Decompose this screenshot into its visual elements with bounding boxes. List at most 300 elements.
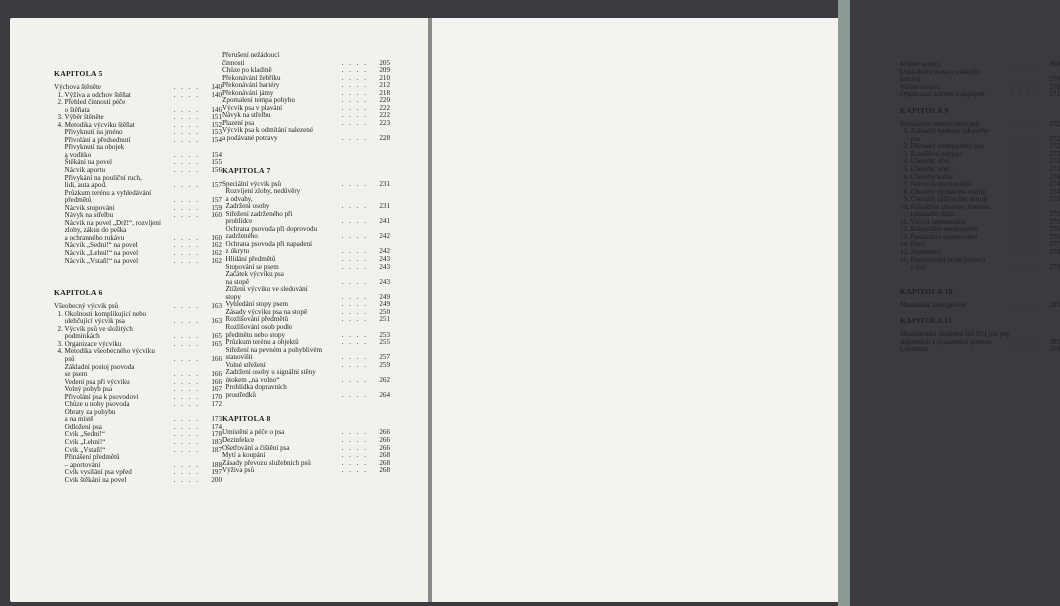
dot-leader: . . . .	[173, 158, 200, 167]
toc-entry-title: Vedení psa při výcviku	[54, 377, 130, 386]
page-number: 220	[379, 96, 390, 105]
page-number: 268	[379, 451, 390, 460]
toc-entry	[900, 346, 1060, 354]
page-number: 159	[211, 203, 222, 212]
page-number: 274	[1049, 172, 1060, 181]
toc-entry-title: Zadržení osoby u signální stěny	[222, 368, 316, 377]
page-number: 165	[211, 339, 222, 348]
dot-leader: . . . .	[1011, 90, 1038, 99]
spacer	[900, 272, 1060, 288]
dot-leader: . . . .	[341, 262, 368, 271]
dot-leader: . . . .	[341, 338, 368, 347]
spacer	[54, 265, 222, 281]
dot-leader: . . . .	[341, 458, 368, 467]
page-number: 210	[379, 73, 390, 82]
page-number: 270	[1049, 82, 1060, 91]
dot-leader: . . . .	[173, 150, 200, 159]
dot-leader: . . . .	[341, 58, 368, 67]
toc-entry-title: prostředků	[222, 390, 256, 399]
dot-leader: . . . .	[173, 113, 200, 122]
toc-entry-title: stopy	[222, 292, 241, 301]
dot-leader: . . . .	[1011, 180, 1038, 189]
page-number: 271	[1049, 90, 1060, 99]
toc-entry-title: 4. Choroby oční	[900, 157, 950, 166]
toc-entry-title: Plazení psa	[222, 118, 255, 127]
page-number: 157	[211, 181, 222, 190]
dot-leader: . . . .	[341, 255, 368, 264]
toc-entry-title: Cvik „Lehni!“	[54, 437, 106, 446]
page-number: 274	[1049, 180, 1060, 189]
dot-leader: . . . .	[173, 120, 200, 129]
toc-entry-title: Zásady převozu služebních psů	[222, 458, 311, 467]
dot-leader: . . . .	[1011, 225, 1038, 234]
dot-leader: . . . .	[341, 360, 368, 369]
toc-entry-title: 4. Metodika výcviku štěňat	[54, 120, 135, 129]
dot-leader: . . . .	[1011, 60, 1038, 68]
page-number: 153	[211, 128, 222, 137]
dot-leader: . . . .	[341, 88, 368, 97]
toc-entry-title: Rozlišování osob podle	[222, 322, 293, 331]
dot-leader: . . . .	[173, 437, 200, 446]
dot-leader: . . . .	[1011, 300, 1038, 309]
dot-leader: . . . .	[173, 256, 200, 265]
dot-leader: . . . .	[341, 277, 368, 286]
dot-leader: . . . .	[173, 128, 200, 137]
toc-entry-title: Začátek výcviku psa	[222, 270, 284, 279]
toc-entry-title: Průzkum terénu a objektů	[222, 338, 299, 347]
page-number: 188	[211, 460, 222, 469]
toc-entry-title: Materiální zabezpečení	[900, 300, 966, 309]
toc-entry-title: Mezinárodní zkušební řád FCI pro psy	[900, 330, 1010, 339]
dot-leader: . . . .	[173, 415, 200, 424]
toc-entry-title: Základní postoj psovoda	[54, 362, 135, 371]
page-number: 167	[211, 385, 222, 394]
toc-entry	[54, 477, 222, 485]
dot-leader: . . . .	[341, 217, 368, 226]
page-number: 285	[1049, 337, 1060, 346]
toc-entry	[222, 467, 390, 475]
toc-entry-title: Cvik štěkání na povel	[54, 475, 127, 484]
page-number: 276	[1049, 232, 1060, 241]
page-number: 163	[211, 317, 222, 326]
page-number: 319	[1049, 345, 1060, 354]
page-number: 200	[211, 475, 222, 484]
page-number: 270	[1049, 75, 1060, 84]
dot-leader: . . . .	[173, 203, 200, 212]
chapter-heading: KAPITOLA 11	[900, 316, 953, 326]
toc-entry-title: Prohlídka dopravních	[222, 383, 287, 392]
dot-leader: . . . .	[1011, 240, 1038, 249]
page-number: 273	[1049, 157, 1060, 166]
toc-entry-title: psů	[54, 354, 75, 363]
toc-entry-title: inkubační doba	[900, 210, 955, 219]
page-number: 231	[379, 202, 390, 211]
toc-entry-title: u psů	[900, 263, 926, 272]
dot-leader: . . . .	[173, 166, 200, 175]
page-number: 197	[211, 468, 222, 477]
toc-entry-title: Hlídání předmětů	[222, 255, 276, 264]
toc-entry-title: Přivyknutí na jméno	[54, 128, 123, 137]
dot-leader: . . . .	[341, 375, 368, 384]
dot-leader: . . . .	[341, 103, 368, 112]
dot-leader: . . . .	[341, 315, 368, 324]
page-number: 262	[379, 375, 390, 384]
toc-entry-title: a ochranného rukávu	[54, 233, 125, 242]
page-number: 163	[211, 302, 222, 311]
page-number: 157	[211, 196, 222, 205]
dot-leader: . . . .	[341, 443, 368, 452]
toc-entry-title: Rozvíjení zloby, nedůvěry	[222, 187, 301, 196]
dot-leader: . . . .	[173, 241, 200, 250]
toc-entry	[900, 302, 1060, 310]
toc-entry-title: útokem „na volno“	[222, 375, 280, 384]
toc-entry-title: stanovišti	[222, 353, 253, 362]
page-number: 166	[211, 377, 222, 386]
dot-leader: . . . .	[173, 83, 200, 91]
toc-entry-title: Všeobecný výcvik psů	[54, 302, 119, 311]
page-number: 151	[211, 113, 222, 122]
page-number: 187	[211, 445, 222, 454]
toc-entry-title: 10. Nakažlivé choroby, imunita,	[900, 202, 991, 211]
page-number: 275	[1049, 217, 1060, 226]
left-page	[10, 18, 428, 602]
dot-leader: . . . .	[1011, 134, 1038, 143]
toc-column-3	[900, 61, 1060, 354]
toc-entry-title: Výcvik psa v plavání	[222, 103, 283, 112]
dot-leader: . . . .	[173, 354, 200, 363]
dot-leader: . . . .	[341, 96, 368, 105]
dot-leader: . . . .	[341, 451, 368, 460]
dot-leader: . . . .	[341, 330, 368, 339]
dot-leader: . . . .	[1011, 157, 1038, 166]
dot-leader: . . . .	[1011, 217, 1038, 226]
toc-entry-title: se psem	[54, 370, 88, 379]
page-number: 243	[379, 277, 390, 286]
dot-leader: . . . .	[341, 247, 368, 256]
dot-leader: . . . .	[341, 232, 368, 241]
page-number: 218	[379, 88, 390, 97]
toc-entry-title: Mytí a koupání	[222, 451, 266, 460]
toc-entry-title: 11. Virová onemocnění	[900, 217, 966, 226]
page-number: 166	[211, 370, 222, 379]
page-number: 273	[1049, 165, 1060, 174]
dot-leader: . . . .	[1011, 248, 1038, 257]
toc-entry-title: Volné střežení	[222, 360, 266, 369]
page-number: 209	[379, 66, 390, 75]
toc-entry	[900, 91, 1060, 99]
page-number: 140	[211, 90, 222, 99]
toc-entry-title: Stopování se psem	[222, 262, 279, 271]
page-number: 255	[379, 338, 390, 347]
chapter-heading: KAPITOLA 9	[900, 105, 949, 115]
toc-entry-title: Vaření krmiva	[900, 82, 941, 91]
toc-entry-title: Krmné normy	[900, 60, 940, 68]
toc-entry-title: o štěňata	[54, 105, 90, 114]
toc-entry-title: Přivyknutí na obojek	[54, 143, 125, 152]
toc-column-1	[54, 70, 222, 484]
dot-leader: . . . .	[173, 422, 200, 431]
page-number: 156	[211, 166, 222, 175]
dot-leader: . . . .	[1011, 82, 1038, 91]
dot-leader: . . . .	[1011, 345, 1038, 354]
toc-entry-title: a vodítko	[54, 150, 92, 159]
page-number: 269	[1049, 60, 1060, 68]
page-number: 272	[1049, 142, 1060, 151]
toc-column-2	[222, 52, 390, 475]
toc-entry-title: Návyk na střelbu	[222, 111, 271, 120]
toc-entry-title: 2. Výcvik psů ve složitých	[54, 324, 133, 333]
toc-entry-title: 15. Zlomeniny	[900, 248, 942, 257]
toc-entry-title: Návyk na střelbu	[54, 211, 114, 220]
page-number: 162	[211, 256, 222, 265]
right-page	[432, 18, 1060, 602]
toc-entry-title: 1. Výživa a odchov štěňat	[54, 90, 131, 99]
dot-leader: . . . .	[341, 300, 368, 309]
dot-leader: . . . .	[1011, 172, 1038, 181]
dot-leader: . . . .	[341, 66, 368, 75]
dot-leader: . . . .	[1011, 149, 1038, 158]
toc-entry-title: 14. Rány	[900, 240, 926, 249]
dot-leader: . . . .	[341, 111, 368, 120]
toc-entry	[54, 258, 222, 266]
chapter-heading: KAPITOLA 5	[54, 69, 103, 78]
toc-entry-title: služebních a pracovních plemen	[900, 337, 992, 346]
dot-leader: . . . .	[341, 118, 368, 127]
page-number: 231	[379, 179, 390, 188]
dot-leader: . . . .	[341, 428, 368, 437]
dot-leader: . . . .	[341, 73, 368, 82]
page-number: 249	[379, 300, 390, 309]
toc-entry-title: Přivolání a předsednutí	[54, 135, 131, 144]
toc-entry-title: Ošetřování a čištění psa	[222, 443, 290, 452]
book-cover-edge	[838, 0, 850, 606]
page-number: 242	[379, 247, 390, 256]
toc-entry-title: činnosti	[222, 58, 245, 67]
dot-leader: . . . .	[173, 468, 200, 477]
toc-entry-title: Štěkání na povel	[54, 158, 112, 167]
toc-entry-title: a odvahy,	[222, 194, 253, 203]
page-number: 279	[1049, 263, 1060, 272]
toc-entry-title: Cvik „Sedni!“	[54, 430, 106, 439]
toc-entry-title: na stopě	[222, 277, 249, 286]
page-number: 266	[379, 443, 390, 452]
toc-entry-title: Přinášení předmětů	[54, 453, 120, 462]
page-number: 160	[211, 233, 222, 242]
dot-leader: . . . .	[1011, 337, 1038, 346]
page-number: 222	[379, 103, 390, 112]
toc-entry-title: z úkrytu	[222, 247, 249, 256]
page-number: 154	[211, 135, 222, 144]
toc-entry	[222, 392, 390, 400]
page-number: 155	[211, 158, 222, 167]
dot-leader: . . . .	[173, 370, 200, 379]
spacer	[222, 399, 390, 415]
dot-leader: . . . .	[173, 445, 200, 454]
chapter-heading: KAPITOLA 8	[222, 414, 271, 424]
page-number: 241	[379, 217, 390, 226]
toc-entry	[222, 135, 390, 143]
page-number: 172	[211, 400, 222, 409]
dot-leader: . . . .	[173, 233, 200, 242]
dot-leader: . . . .	[173, 400, 200, 409]
toc-entry-title: Umístění a péče o psa	[222, 428, 285, 437]
toc-entry-title: 6. Choroby kožní	[900, 172, 954, 181]
dot-leader: . . . .	[1011, 119, 1038, 128]
dot-leader: . . . .	[173, 385, 200, 394]
page-number: 268	[379, 458, 390, 467]
toc-entry-title: předmětů	[54, 196, 92, 205]
toc-entry-title: Zadržení osoby	[222, 202, 270, 211]
toc-entry-title: Střežení zadrženého při	[222, 209, 293, 218]
page-number: 228	[379, 134, 390, 143]
toc-entry-title: Nácvik stopování	[54, 203, 115, 212]
toc-entry-title: Výchova štěněte	[54, 83, 102, 91]
dot-leader: . . . .	[1011, 75, 1038, 84]
page-number: 275	[1049, 210, 1060, 219]
dot-leader: . . . .	[173, 211, 200, 220]
toc-entry-title: podmínkách	[54, 332, 100, 341]
dot-leader: . . . .	[173, 392, 200, 401]
dot-leader: . . . .	[341, 390, 368, 399]
dot-leader: . . . .	[341, 307, 368, 316]
toc-entry-title: Přivykání na pouliční ruch,	[54, 173, 142, 182]
page-number: 154	[211, 150, 222, 159]
toc-entry-title: 2. Přehled činností péče	[54, 98, 126, 107]
toc-entry-title: 8. Choroby dýchacího ústrojí	[900, 187, 987, 196]
toc-entry-title: – aportování	[54, 460, 101, 469]
toc-entry-title: Cvik „Vstaň!“	[54, 445, 106, 454]
toc-entry-title: krmiva	[900, 75, 921, 84]
dot-leader: . . . .	[173, 317, 200, 326]
dot-leader: . . . .	[1011, 263, 1038, 272]
toc-entry-title: 3. Rozdělení nemocí	[900, 149, 963, 158]
page-number: 278	[1049, 248, 1060, 257]
page-number: 222	[379, 111, 390, 120]
dot-leader: . . . .	[173, 332, 200, 341]
toc-entry-title: 1. Okolnosti komplikující nebo	[54, 309, 147, 318]
page-number: 272	[1049, 134, 1060, 143]
page-number: 243	[379, 255, 390, 264]
dot-leader: . . . .	[1011, 210, 1038, 219]
toc-entry-title: Ztížení výcviku ve sledování	[222, 285, 308, 294]
toc-entry-title: Ochrana psovoda při doprovodu	[222, 224, 318, 233]
dot-leader: . . . .	[1011, 165, 1038, 174]
toc-entry-title: Výživa psů	[222, 466, 255, 475]
page-number: 205	[379, 58, 390, 67]
toc-entry-title: prohlídce	[222, 217, 253, 226]
page-number: 174	[211, 422, 222, 431]
page-number: 259	[379, 360, 390, 369]
toc-entry-title: Uskladnění masa a ostatního	[900, 67, 982, 76]
page-number: 250	[379, 307, 390, 316]
dot-leader: . . . .	[341, 202, 368, 211]
dot-leader: . . . .	[1011, 187, 1038, 196]
toc-entry-title: Dezinfekce	[222, 435, 255, 444]
dot-leader: . . . .	[173, 460, 200, 469]
page-number: 257	[379, 353, 390, 362]
toc-entry-title: zloby, zákus do peška	[54, 226, 127, 235]
toc-entry-title: 4. Metodika všeobecného výcviku	[54, 347, 155, 356]
dot-leader: . . . .	[173, 181, 200, 190]
toc-entry-title: Překonávání bariéry	[222, 81, 280, 90]
dot-leader: . . . .	[173, 135, 200, 144]
page-number: 178	[211, 430, 222, 439]
dot-leader: . . . .	[1011, 232, 1038, 241]
toc-entry-title: 3. Výběr štěněte	[54, 113, 104, 122]
dot-leader: . . . .	[173, 377, 200, 386]
toc-entry-title: Přerušení nežádoucí	[222, 51, 280, 59]
spacer	[222, 143, 390, 159]
chapter-heading: KAPITOLA 10	[900, 286, 953, 296]
toc-entry-title: 5. Choroby ušní	[900, 165, 950, 174]
toc-entry-title: 13. Parazitární onemocnění	[900, 232, 978, 241]
toc-entry-title: Literatura	[900, 345, 928, 354]
page-number: 283	[1049, 300, 1060, 309]
dot-leader: . . . .	[173, 339, 200, 348]
page-number: 268	[379, 466, 390, 475]
dot-leader: . . . .	[173, 249, 200, 258]
page-number: 251	[379, 315, 390, 324]
toc-entry-title: Nácvik „Vstaň!“ na povel	[54, 256, 139, 265]
page-number: 249	[379, 292, 390, 301]
page-number: 253	[379, 330, 390, 339]
dot-leader: . . . .	[173, 105, 200, 114]
page-number: 266	[379, 428, 390, 437]
page-number: 266	[379, 435, 390, 444]
toc-entry-title: Vyhledání stopy psem	[222, 300, 289, 309]
toc-entry-title: Odložení psa	[54, 422, 102, 431]
toc-entry-title: Volný pohyb psa	[54, 385, 113, 394]
page-number: 275	[1049, 195, 1060, 204]
page-number: 170	[211, 392, 222, 401]
dot-leader: . . . .	[341, 134, 368, 143]
page-number: 264	[379, 390, 390, 399]
toc-entry-title: Organizace krmení a napájení	[900, 90, 985, 99]
toc-entry-title: předmětu nebo stopy	[222, 330, 286, 339]
dot-leader: . . . .	[341, 81, 368, 90]
toc-entry-title: Chůze po kladině	[222, 66, 272, 75]
toc-entry-title: a na místě	[54, 415, 94, 424]
page-number: 152	[211, 120, 222, 129]
page-number: 243	[379, 262, 390, 271]
toc-entry	[900, 264, 1060, 272]
page-number: 160	[211, 211, 222, 220]
chapter-heading: KAPITOLA 7	[222, 165, 271, 175]
toc-entry-title: Přivolání psa k psovodovi	[54, 392, 139, 401]
toc-entry-title: 1. Základní hodnoty zdravého	[900, 127, 989, 136]
page-number: 273	[1049, 149, 1060, 158]
page-number: 183	[211, 437, 222, 446]
toc-entry-title: Nácvik na povel „Drž!“, rozvíjení	[54, 218, 161, 227]
page-number: 162	[211, 241, 222, 250]
toc-entry-title: Výcvik psa k odmítání nalezené	[222, 126, 314, 135]
toc-entry-title: 12. Bakteriální onemocnění	[900, 225, 979, 234]
toc-entry-title: lidi, auta apod.	[54, 181, 107, 190]
toc-entry-title: 16. Poskytování první pomoci	[900, 255, 986, 264]
toc-entry-title: Obraty za pohybu	[54, 407, 116, 416]
dot-leader: . . . .	[173, 90, 200, 99]
dot-leader: . . . .	[341, 292, 368, 301]
toc-entry-title: Nácvik „Sedni!“ na povel	[54, 241, 138, 250]
page-number: 223	[379, 118, 390, 127]
page-number: 165	[211, 332, 222, 341]
page-number: 173	[211, 415, 222, 424]
page-number: 272	[1049, 119, 1060, 128]
page-number: 140	[211, 83, 222, 91]
toc-entry-title: 9. Choroby zažívacího ústrojí	[900, 195, 988, 204]
toc-entry-title: Nejčastější onemocnění psů	[900, 119, 980, 128]
dot-leader: . . . .	[341, 435, 368, 444]
